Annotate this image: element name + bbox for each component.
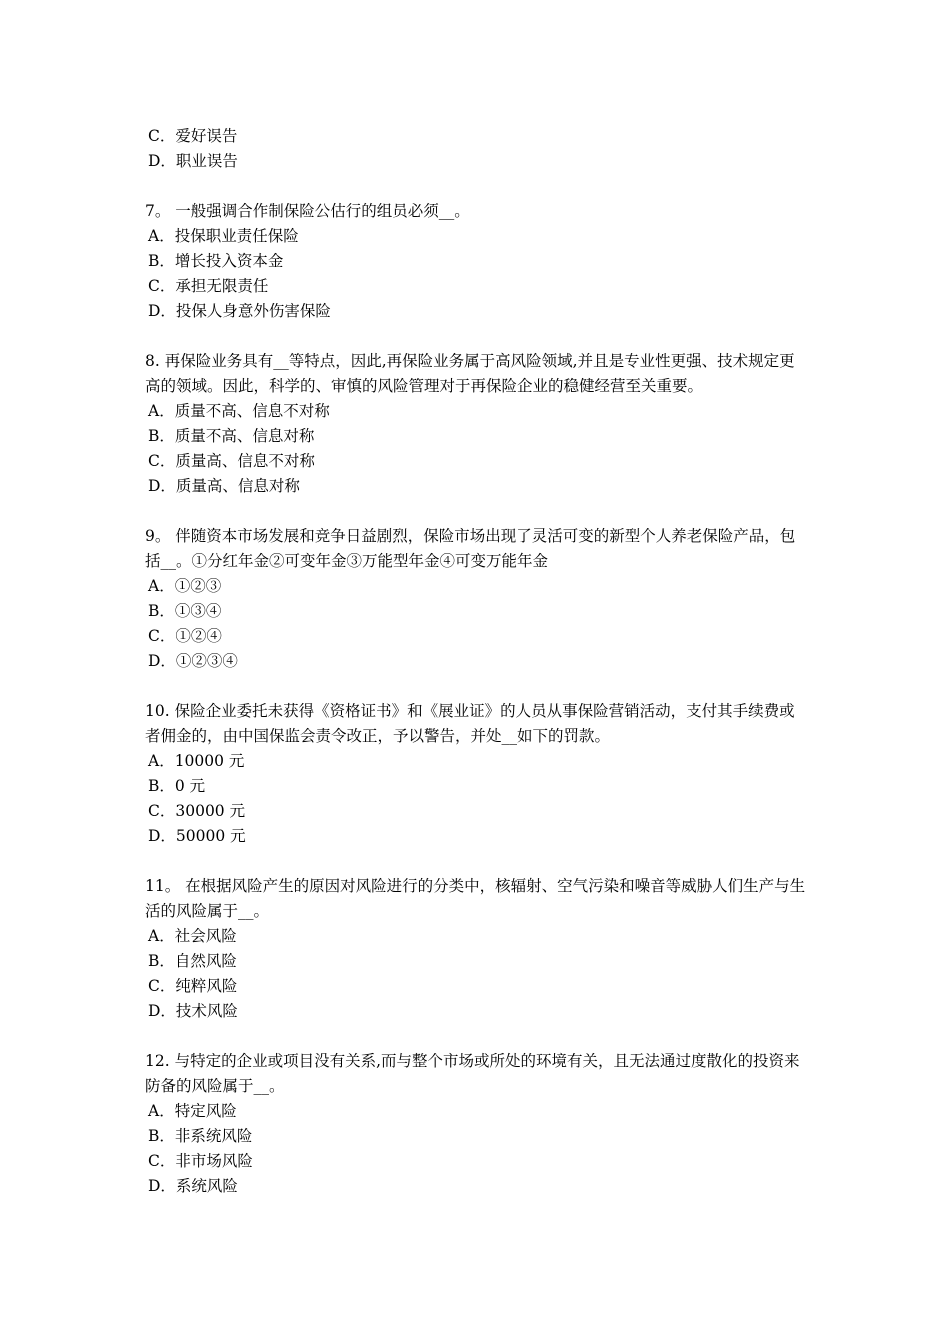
question-list — [145, 124, 810, 1199]
option-a: A．投保职业责任保险 — [148, 227, 299, 245]
question-stem: 10. 保险企业委托未获得《资格证书》和《展业证》的人员从事保险营销活动，支付其手续费或者佣金的，由中国保监会责令改正，予以警告，并处__如下的罚款。 — [145, 702, 795, 745]
question-10 — [145, 699, 810, 849]
question-8 — [145, 349, 810, 499]
option-c: C．承担无限责任 — [148, 277, 269, 295]
option-b: B．质量不高、信息对称 — [148, 427, 315, 445]
option-d: D．职业误告 — [148, 152, 238, 170]
option-a: A．质量不高、信息不对称 — [148, 402, 330, 420]
question-7 — [145, 199, 810, 324]
option-c: C．质量高、信息不对称 — [148, 452, 315, 470]
question-stem: 8. 再保险业务具有__等特点，因此,再保险业务属于高风险领域,并且是专业性更强、技术规定更高的领域。因此，科学的、审慎的风险管理对于再保险企业的稳健经营至关重要。 — [145, 352, 795, 395]
option-c: C．纯粹风险 — [148, 977, 238, 995]
option-b: B．增长投入资本金 — [148, 252, 284, 270]
option-d: D．①②③④ — [148, 652, 238, 670]
option-b: B．自然风险 — [148, 952, 237, 970]
option-a: A．社会风险 — [148, 927, 237, 945]
option-c: C．爱好误告 — [148, 127, 238, 145]
question-stem: 7。 一般强调合作制保险公估行的组员必须__。 — [145, 202, 470, 220]
option-d: D．系统风险 — [148, 1177, 238, 1195]
option-c: C．①②④ — [148, 627, 222, 645]
question-12 — [145, 1049, 810, 1199]
option-b: B．0 元 — [148, 777, 206, 795]
question-stem: 12. 与特定的企业或项目没有关系,而与整个市场或所处的环境有关，且无法通过度散化的投资来防备的风险属于__。 — [145, 1052, 800, 1095]
question-9 — [145, 524, 810, 674]
question-stem: 11。 在根据风险产生的原因对风险进行的分类中，核辐射、空气污染和噪音等威胁人们生产与生活的风险属于__。 — [145, 877, 806, 920]
option-a: A．特定风险 — [148, 1102, 237, 1120]
question-stem: 9。 伴随资本市场发展和竞争日益剧烈，保险市场出现了灵活可变的新型个人养老保险产品，包括__。①分红年金②可变年金③万能型年金④可变万能年金 — [145, 527, 796, 570]
option-d: D．50000 元 — [148, 827, 246, 845]
option-d: D．技术风险 — [148, 1002, 238, 1020]
option-a: A．①②③ — [148, 577, 222, 595]
question-11 — [145, 874, 810, 1024]
option-a: A．10000 元 — [148, 752, 245, 770]
option-b: B．①③④ — [148, 602, 222, 620]
option-d: D．质量高、信息对称 — [148, 477, 300, 495]
option-c: C．30000 元 — [148, 802, 246, 820]
option-c: C．非市场风险 — [148, 1152, 253, 1170]
option-b: B．非系统风险 — [148, 1127, 253, 1145]
option-d: D．投保人身意外伤害保险 — [148, 302, 331, 320]
question-6-tail — [145, 124, 810, 174]
